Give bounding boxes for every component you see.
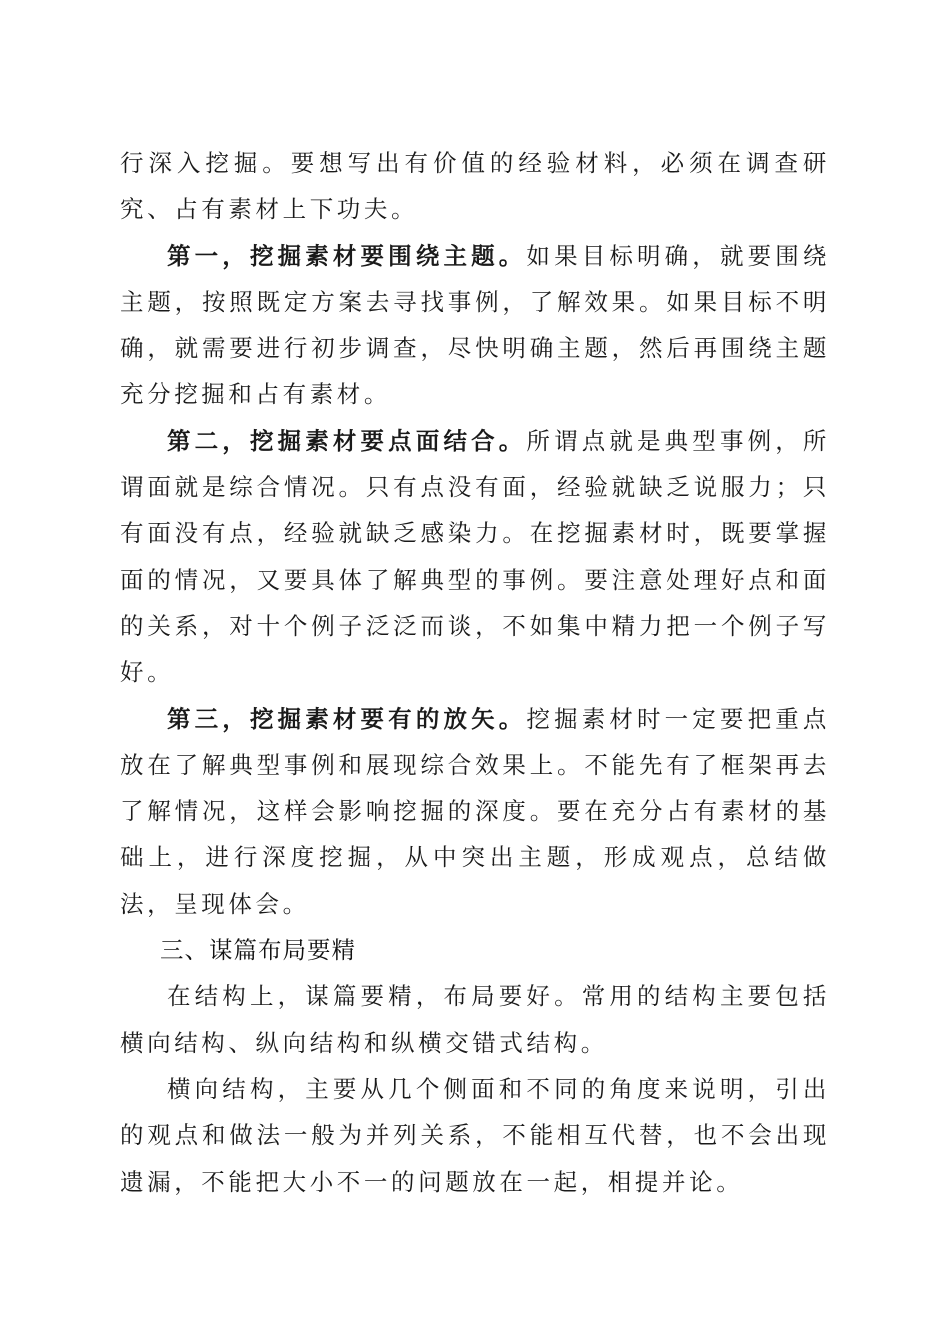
- paragraph-point-2: [120, 418, 830, 696]
- paragraph-lead-sentence: 第二，挖掘素材要点面结合。: [167, 426, 527, 455]
- paragraph-continuation: [120, 140, 830, 233]
- paragraph-point-1: [120, 233, 830, 418]
- section-heading: 三、谋篇布局要精: [160, 936, 356, 965]
- paragraph-text: 在结构上，谋篇要精，布局要好。常用的结构主要包括横向结构、纵向结构和纵横交错式结构。: [120, 982, 830, 1057]
- section-paragraph-1: [120, 973, 830, 1066]
- paragraph-text: 挖掘素材时一定要把重点放在了解典型事例和展现综合效果上。不能先有了框架再去了解情况，这样会影响挖掘的深度。要在充分占有素材的基础上，进行深度挖掘，从中突出主题，形成观点，总结做法，呈现体会。: [120, 704, 830, 918]
- paragraph-lead-sentence: 第三，挖掘素材要有的放矢。: [167, 704, 527, 733]
- paragraph-text: 所谓点就是典型事例，所谓面就是综合情况。只有点没有面，经验就缺乏说服力；只有面没有点，经验就缺乏感染力。在挖掘素材时，既要掌握面的情况，又要具体了解典型的事例。要注意处理好点和面的关系，对十个例子泛泛而谈，不如集中精力把一个例子写好。: [120, 426, 830, 687]
- paragraph-text: 如果目标明确，就要围绕主题，按照既定方案去寻找事例，了解效果。如果目标不明确，就需要进行初步调查，尽快明确主题，然后再围绕主题充分挖掘和占有素材。: [120, 241, 830, 409]
- section-paragraph-2: [120, 1066, 830, 1205]
- paragraph-point-3: [120, 696, 830, 927]
- paragraph-text: 行深入挖掘。要想写出有价值的经验材料，必须在调查研究、占有素材上下功夫。: [120, 149, 830, 224]
- document-body: [120, 140, 830, 1205]
- paragraph-text: 横向结构，主要从几个侧面和不同的角度来说明，引出的观点和做法一般为并列关系，不能相互代替，也不会出现遗漏，不能把大小不一的问题放在一起，相提并论。: [120, 1074, 830, 1196]
- paragraph-lead-sentence: 第一，挖掘素材要围绕主题。: [167, 241, 527, 270]
